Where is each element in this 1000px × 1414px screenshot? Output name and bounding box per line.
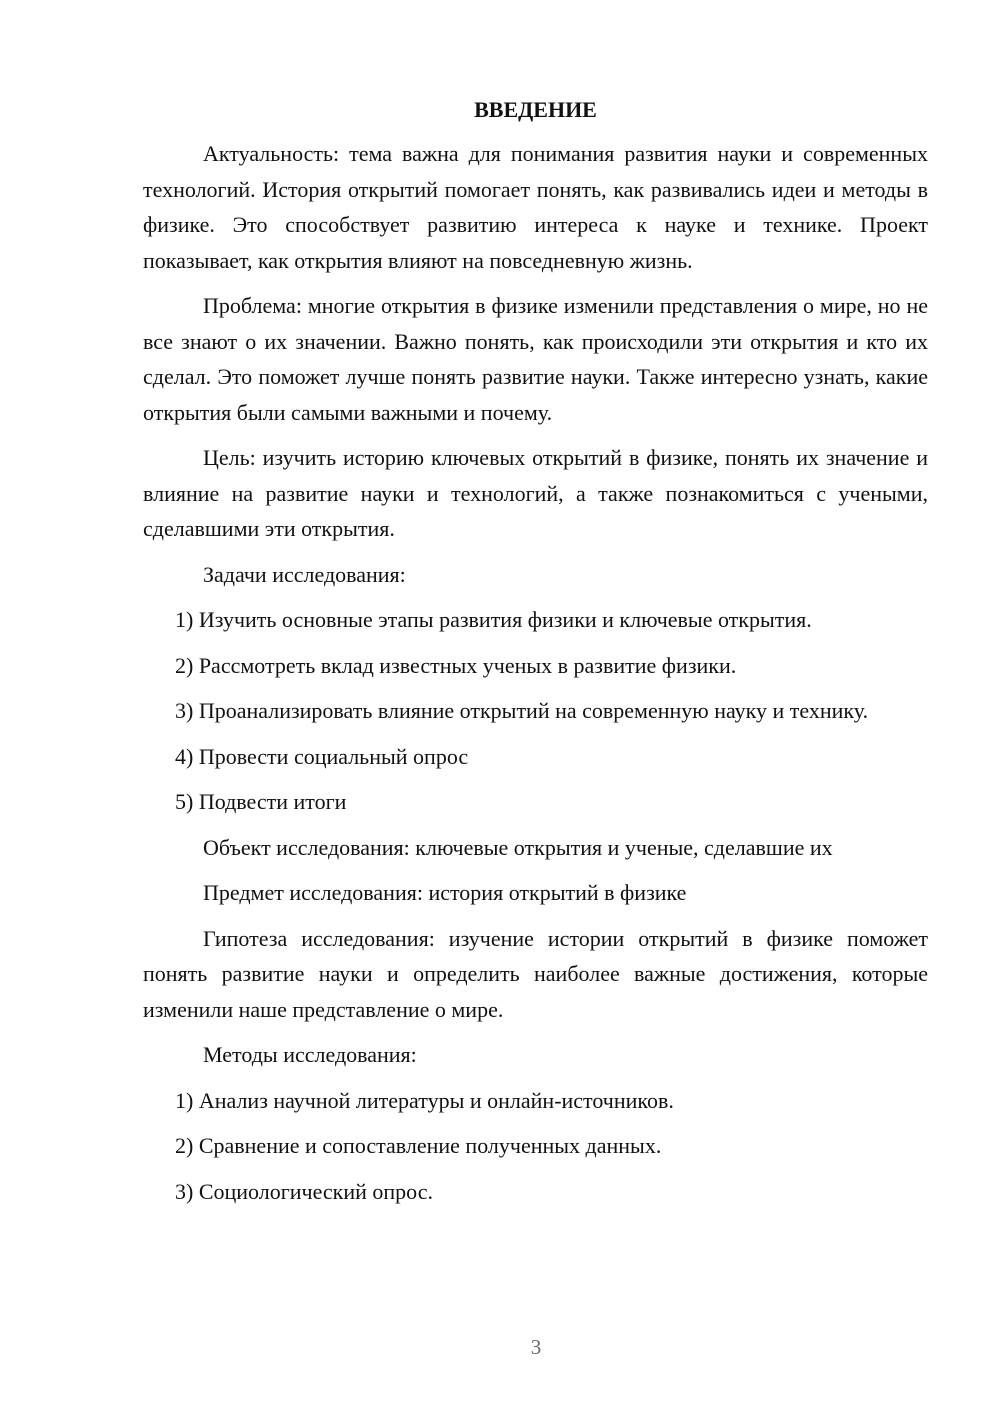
tasks-label: Задачи исследования: xyxy=(203,561,406,587)
subject-paragraph: Предмет исследования: история открытий в физике xyxy=(203,880,687,905)
page-content xyxy=(143,92,928,1219)
goal-paragraph: Цель: изучить историю ключевых открытий в физике, понять их значение и влияние на развитие науки и технологий, а также познакомиться с учеными, сделавшими эти открытия. xyxy=(143,445,928,541)
task-item-5: 5) Подвести итоги xyxy=(175,789,347,814)
task-item-4: 4) Провести социальный опрос xyxy=(175,743,469,769)
method-item-2: 2) Сравнение и сопоставление полученных данных. xyxy=(175,1133,662,1158)
problem-paragraph: Проблема: многие открытия в физике изменили представления о мире, но не все знают о их значении. Важно понять, как происходили эти открытия и кто их сделал. Это поможет лучше понять развитие науки. Также интересно узнать, какие открытия были самыми важными и почему. xyxy=(143,293,928,425)
methods-label: Методы исследования: xyxy=(203,1042,417,1067)
object-paragraph: Объект исследования: ключевые открытия и ученые, сделавшие их xyxy=(203,834,833,860)
method-item-1: 1) Анализ научной литературы и онлайн-источников. xyxy=(175,1087,674,1113)
method-item-3: 3) Социологический опрос. xyxy=(175,1178,433,1204)
page-number: 3 xyxy=(530,1335,542,1359)
section-title: ВВЕДЕНИЕ xyxy=(474,97,597,122)
task-item-1: 1) Изучить основные этапы развития физики и ключевые открытия. xyxy=(175,607,812,632)
hypothesis-paragraph: Гипотеза исследования: изучение истории открытий в физике поможет понять развитие науки и определить наиболее важные достижения, которые изменили наше представление о мире. xyxy=(143,925,928,1022)
task-item-2: 2) Рассмотреть вклад известных ученых в развитие физики. xyxy=(175,652,737,678)
relevance-paragraph: Актуальность: тема важна для понимания развития науки и современных технологий. История открытий помогает понять, как развивались идеи и методы в физике. Это способствует развитию интереса к науке и технике. Проект показывает, как открытия влияют на повседневную жизнь. xyxy=(143,141,928,273)
task-item-3: 3) Проанализировать влияние открытий на современную науку и технику. xyxy=(175,698,869,723)
